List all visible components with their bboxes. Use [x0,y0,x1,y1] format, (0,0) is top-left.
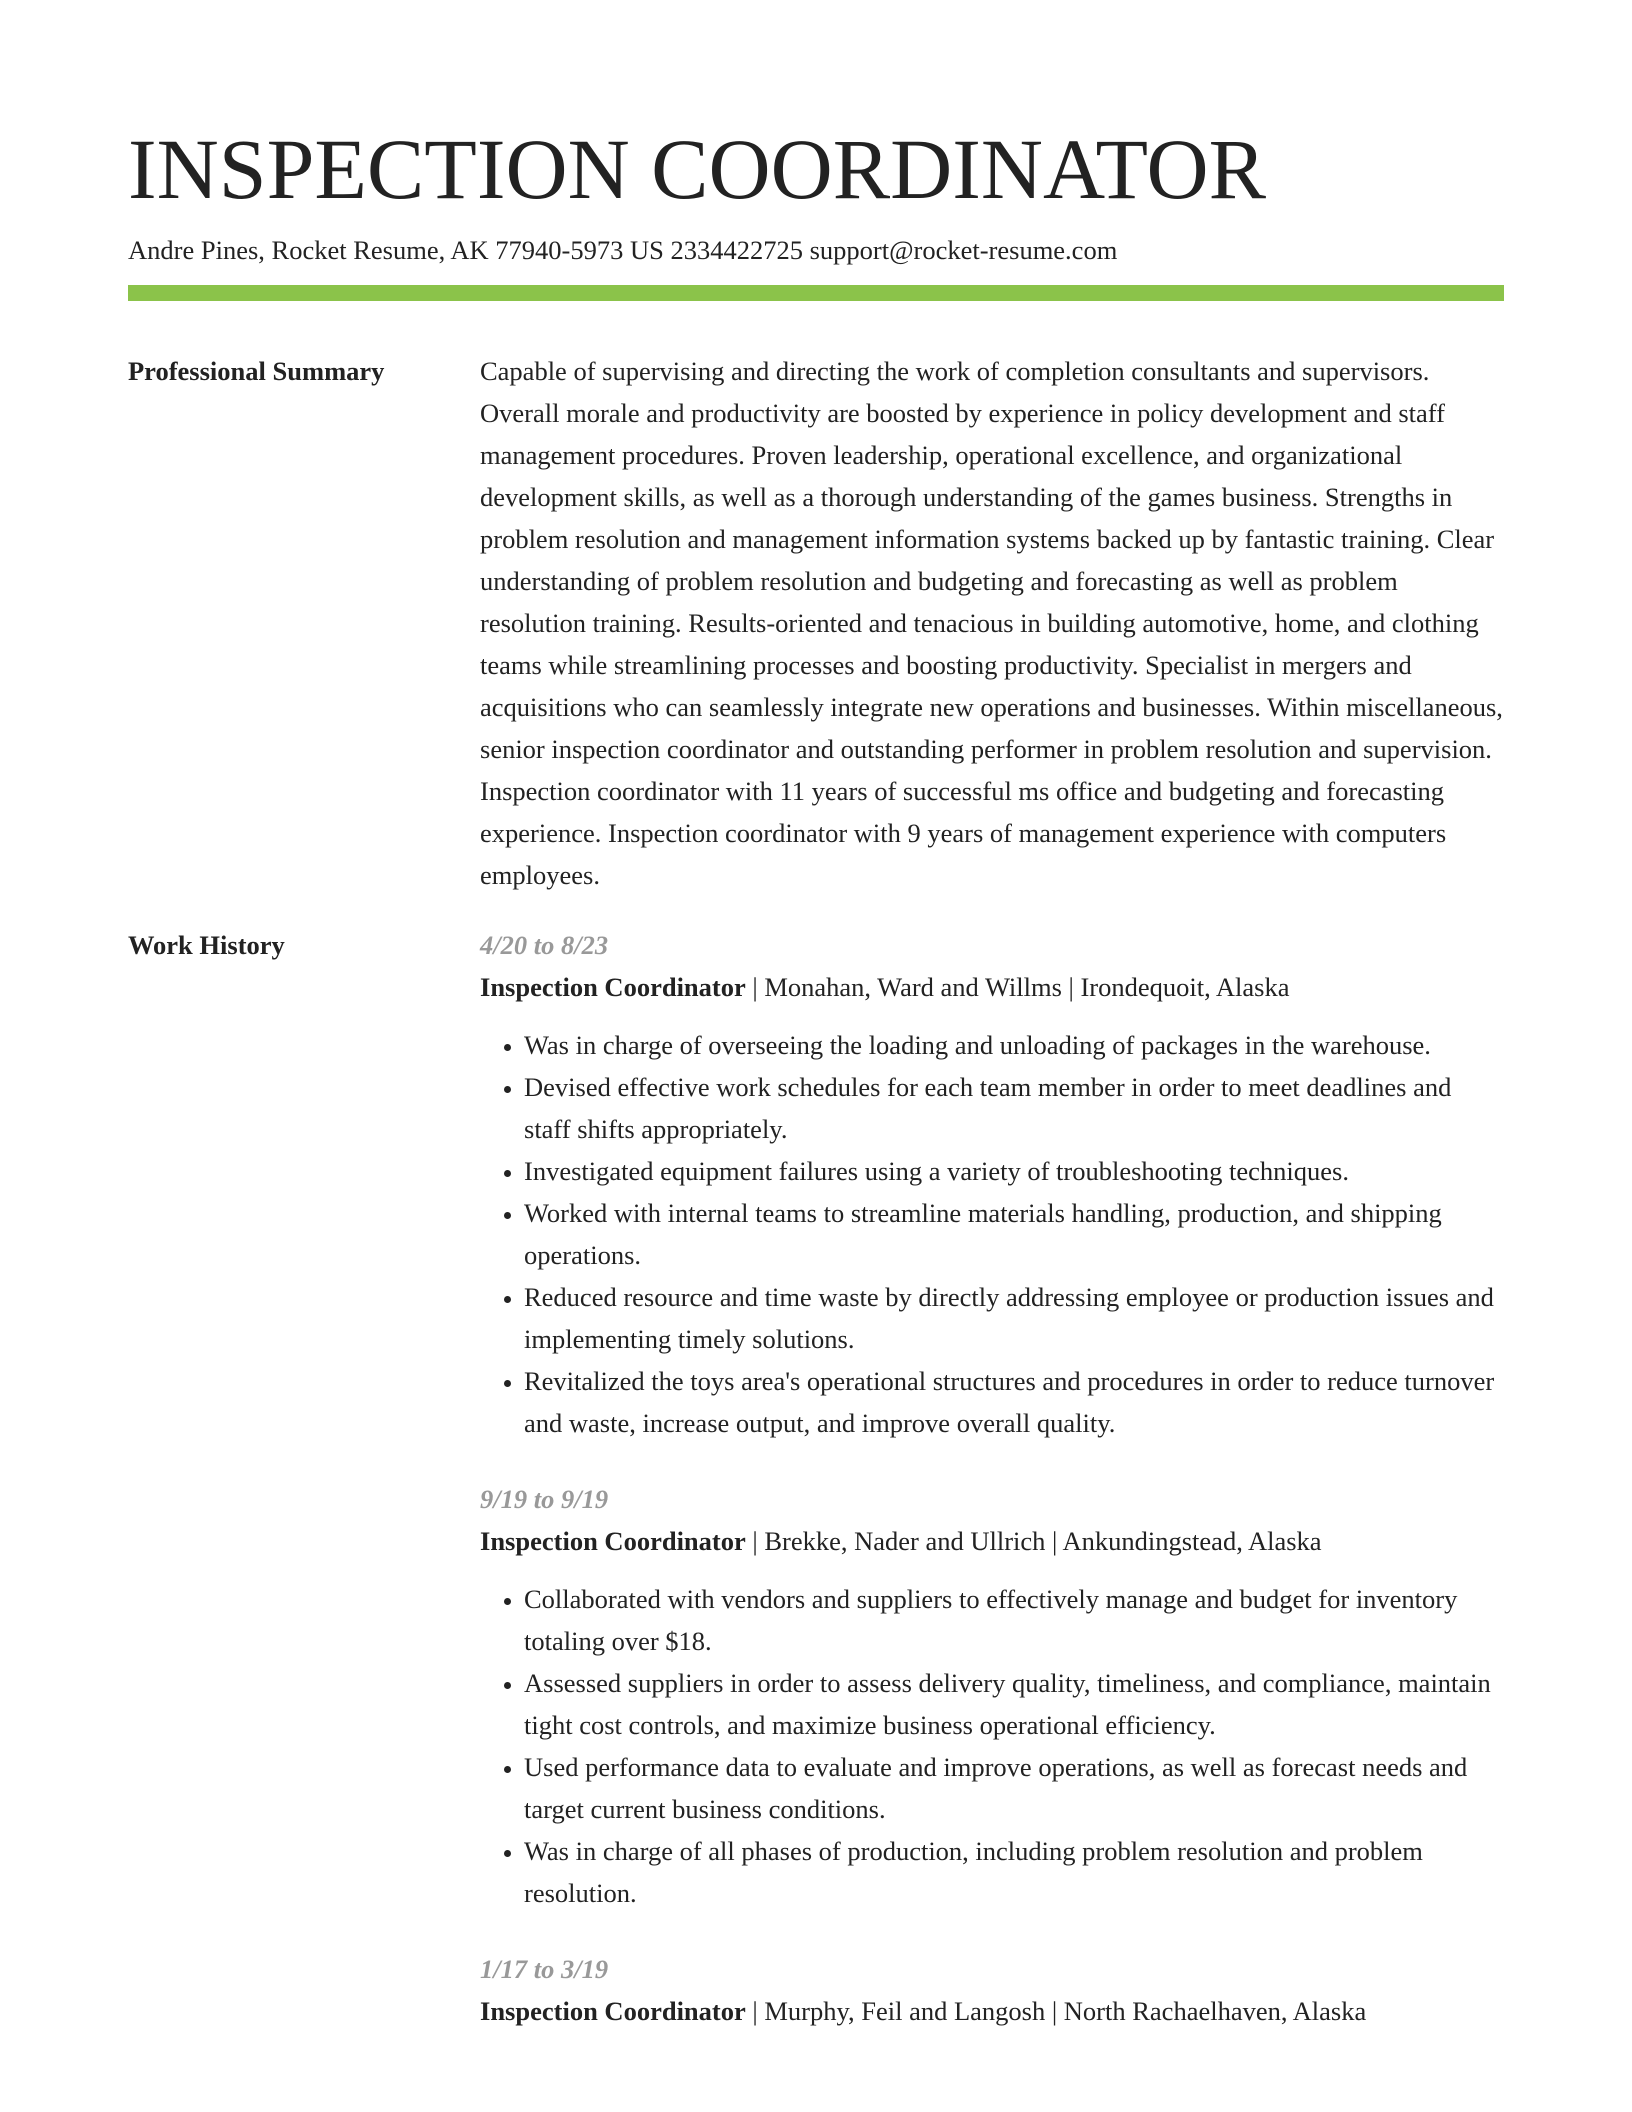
professional-summary-label: Professional Summary [128,356,385,386]
job-bullet: • Was in charge of all phases of production, including problem resolution and problem resolution. [524,1830,1504,1914]
job-bullet: • Revitalized the toys area's operational structures and procedures in order to reduce turnover and waste, increase output, and improve overall quality. [524,1360,1504,1444]
job-bullet: • Assessed suppliers in order to assess delivery quality, timeliness, and compliance, maintain tight cost controls, and maximize business operational efficiency. [524,1662,1504,1746]
work-history-label: Work History [128,930,285,960]
job-title: Inspection Coordinator [480,1526,746,1556]
job-entry [480,1948,1504,2032]
professional-summary-text: Capable of supervising and directing the work of completion consultants and supervisors. Overall morale and productivity are boosted by experience in policy development and staff management procedures. Proven leadership, operational excellence, and organizational development skills, as well as a thorough understanding of the games business. Strengths in problem resolution and management information systems backed up by fantastic training. Clear understanding of problem resolution and budgeting and forecasting as well as problem resolution training. Results-oriented and tenacious in building automotive, home, and clothing teams while streamlining processes and boosting productivity. Specialist in mergers and acquisitions who can seamlessly integrate new operations and businesses. Within miscellaneous, senior inspection coordinator and outstanding performer in problem resolution and supervision. Inspection coordinator with 11 years of successful ms office and budgeting and forecasting experience. Inspection coordinator with 9 years of management experience with computers employees. [480,356,1503,890]
job-dates: 1/17 to 3/19 [480,1954,609,1984]
resume-title: INSPECTION COORDINATOR [128,121,1266,217]
job-bullet: • Investigated equipment failures using a variety of troubleshooting techniques. [524,1150,1504,1192]
job-dates: 4/20 to 8/23 [480,930,609,960]
job-title: Inspection Coordinator [480,1996,746,2026]
job-details: | Murphy, Feil and Langosh | North Rachaelhaven, Alaska [745,1996,1367,2026]
job-bullet: • Worked with internal teams to streamline materials handling, production, and shipping operations. [524,1192,1504,1276]
job-details: | Brekke, Nader and Ullrich | Ankundingstead, Alaska [745,1526,1322,1556]
professional-summary-body [480,350,1504,896]
job-dates: 9/19 to 9/19 [480,1484,609,1514]
resume-sections [128,350,1504,2094]
job-heading [480,966,1504,1008]
job-bullets [480,1578,1504,1914]
job-bullet: • Devised effective work schedules for each team member in order to meet deadlines and staff shifts appropriately. [524,1066,1504,1150]
job-bullet: • Collaborated with vendors and suppliers to effectively manage and budget for inventory totaling over $18. [524,1578,1504,1662]
job-details: | Monahan, Ward and Willms | Irondequoit, Alaska [745,972,1290,1002]
header-rule [128,285,1504,301]
professional-summary-section [128,350,1504,896]
job-bullets [480,1024,1504,1444]
job-entry [480,1478,1504,1914]
job-bullet: • Used performance data to evaluate and improve operations, as well as forecast needs and target current business conditions. [524,1746,1504,1830]
contact-line: Andre Pines, Rocket Resume, AK 77940-5973 US 2334422725 support@rocket-resume.com [128,235,1118,265]
work-history-body [480,924,1504,2066]
job-bullet: • Reduced resource and time waste by directly addressing employee or production issues and implementing timely solutions. [524,1276,1504,1360]
work-history-section [128,924,1504,2066]
job-heading [480,1520,1504,1562]
job-bullet: • Was in charge of overseeing the loading and unloading of packages in the warehouse. [524,1024,1504,1066]
job-entry [480,924,1504,1444]
job-heading [480,1990,1504,2032]
job-title: Inspection Coordinator [480,972,746,1002]
